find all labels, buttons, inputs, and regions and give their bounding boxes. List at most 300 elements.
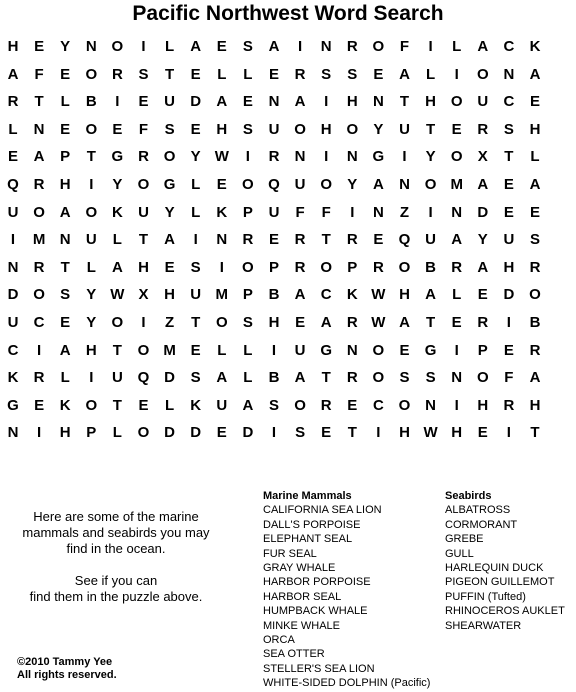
- grid-letter: H: [346, 93, 358, 111]
- grid-letter: P: [60, 148, 71, 166]
- grid-letter: E: [529, 203, 540, 221]
- grid-letter: H: [529, 120, 541, 138]
- grid-letter: L: [191, 203, 201, 221]
- grid-letter: S: [268, 396, 279, 414]
- grid-letter: C: [7, 341, 19, 359]
- grid-letter: O: [33, 203, 45, 221]
- grid-letter: C: [503, 38, 515, 55]
- seabird-word: CORMORANT: [445, 518, 518, 531]
- grid-letter: A: [190, 38, 202, 55]
- grid-letter: Y: [425, 148, 436, 166]
- grid-letter: E: [34, 396, 45, 414]
- grid-letter: L: [530, 148, 540, 166]
- grid-letter: P: [242, 203, 253, 221]
- mammal-word: STELLER'S SEA LION: [263, 662, 375, 675]
- grid-letter: A: [111, 258, 123, 276]
- grid-letter: E: [477, 286, 488, 304]
- grid-letter: F: [138, 120, 149, 138]
- grid-letter: I: [89, 369, 94, 387]
- mammal-word: ELEPHANT SEAL: [263, 533, 353, 546]
- grid-letter: R: [242, 231, 254, 249]
- grid-letter: U: [138, 203, 149, 221]
- grid-letter: N: [451, 369, 463, 387]
- grid-letter: L: [452, 286, 462, 304]
- grid-letter: H: [138, 258, 149, 276]
- grid-letter: A: [164, 231, 176, 249]
- grid-letter: R: [477, 314, 489, 331]
- grid-letter: E: [190, 341, 201, 359]
- grid-letter: E: [268, 65, 279, 83]
- grid-letter: A: [294, 93, 306, 111]
- grid-letter: E: [34, 38, 45, 55]
- grid-letter: X: [477, 148, 488, 166]
- grid-letter: I: [10, 231, 16, 249]
- grid-letter: N: [503, 65, 515, 83]
- marine-mammals-heading: Marine Mammals: [263, 490, 352, 502]
- grid-letter: P: [242, 286, 253, 304]
- grid-letter: K: [59, 396, 71, 414]
- grid-letter: L: [243, 65, 253, 83]
- mammal-word: MINKE WHALE: [263, 619, 341, 632]
- grid-letter: B: [85, 93, 97, 111]
- grid-letter: O: [398, 258, 411, 276]
- grid-letter: L: [112, 424, 122, 442]
- grid-letter: A: [7, 65, 19, 83]
- grid-letter: H: [320, 120, 332, 138]
- grid-letter: H: [7, 38, 19, 55]
- grid-letter: O: [85, 65, 98, 83]
- grid-letter: G: [111, 148, 124, 166]
- grid-letter: T: [112, 341, 122, 359]
- grid-letter: I: [376, 424, 381, 442]
- grid-letter: O: [85, 396, 98, 414]
- grid-letter: T: [347, 424, 357, 442]
- instructions-line: find in the ocean.: [66, 541, 166, 556]
- grid-letter: T: [321, 231, 331, 249]
- grid-letter: R: [372, 258, 384, 276]
- grid-letter: M: [450, 176, 463, 193]
- grid-letter: I: [454, 396, 459, 414]
- grid-letter: A: [425, 286, 437, 304]
- grid-letter: R: [33, 369, 45, 387]
- grid-letter: Y: [112, 176, 123, 193]
- grid-letter: E: [451, 314, 462, 331]
- grid-letter: R: [346, 314, 358, 331]
- grid-letter: L: [217, 65, 227, 83]
- marine-mammals-list: [263, 489, 430, 691]
- grid-letter: Y: [60, 38, 71, 55]
- mammal-word: HUMPBACK WHALE: [263, 605, 368, 618]
- grid-letter: F: [321, 203, 331, 221]
- grid-letter: F: [34, 65, 44, 83]
- grid-letter: R: [33, 258, 45, 276]
- grid-letter: R: [111, 65, 123, 83]
- grid-letter: H: [85, 341, 97, 359]
- grid-letter: Q: [268, 176, 280, 193]
- grid-letter: Z: [399, 203, 410, 221]
- grid-letter: E: [503, 341, 514, 359]
- grid-letter: A: [59, 203, 71, 221]
- grid-letter: B: [268, 369, 280, 387]
- grid-letter: G: [424, 341, 437, 359]
- grid-letter: R: [33, 176, 45, 193]
- grid-letter: K: [346, 286, 358, 304]
- mammal-word: SEA OTTER: [263, 648, 325, 661]
- grid-letter: A: [59, 341, 71, 359]
- grid-letter: T: [530, 424, 540, 442]
- grid-letter: L: [243, 369, 253, 387]
- grid-letter: H: [59, 176, 71, 193]
- grid-letter: R: [529, 341, 541, 359]
- grid-letter: A: [399, 65, 410, 83]
- grid-letter: A: [477, 38, 489, 55]
- grid-letter: R: [346, 369, 358, 387]
- instructions-line: find them in the puzzle above.: [29, 589, 203, 604]
- grid-letter: I: [141, 38, 146, 55]
- grid-letter: I: [271, 341, 277, 359]
- grid-letter: M: [32, 231, 46, 249]
- grid-letter: N: [7, 424, 19, 442]
- grid-letter: E: [60, 314, 71, 331]
- grid-letter: A: [216, 93, 228, 111]
- grid-letter: L: [426, 65, 436, 83]
- grid-letter: O: [294, 396, 306, 414]
- grid-letter: I: [428, 38, 433, 55]
- grid-letter: W: [371, 314, 386, 331]
- grid-letter: H: [451, 424, 463, 442]
- grid-letter: R: [346, 231, 358, 249]
- grid-letter: N: [59, 231, 71, 249]
- grid-letter: O: [320, 176, 333, 193]
- grid-letter: U: [164, 93, 176, 111]
- grid-letter: Y: [347, 176, 358, 193]
- grid-letter: P: [477, 341, 488, 359]
- grid-letter: U: [111, 369, 123, 387]
- grid-letter: N: [425, 396, 437, 414]
- grid-letter: A: [529, 65, 541, 83]
- grid-letter: U: [399, 120, 410, 138]
- grid-letter: R: [7, 93, 19, 111]
- grid-letter: E: [373, 231, 384, 249]
- grid-letter: T: [399, 93, 410, 111]
- grid-letter: O: [346, 120, 359, 138]
- grid-letter: H: [216, 120, 228, 138]
- grid-letter: R: [294, 65, 306, 83]
- grid-letter: L: [112, 231, 122, 249]
- grid-letter: Y: [373, 120, 384, 138]
- grid-letter: D: [477, 203, 489, 221]
- mammal-word: FUR SEAL: [263, 547, 317, 560]
- grid-letter: B: [425, 258, 437, 276]
- grid-letter: C: [33, 314, 45, 331]
- grid-letter: P: [268, 258, 279, 276]
- grid-letter: I: [402, 148, 407, 166]
- grid-letter: E: [216, 424, 227, 442]
- grid-letter: P: [347, 258, 358, 276]
- grid-letter: M: [163, 341, 176, 359]
- grid-letter: R: [294, 258, 306, 276]
- grid-letter: K: [111, 203, 123, 221]
- grid-letter: O: [85, 203, 98, 221]
- grid-letter: S: [347, 65, 358, 83]
- grid-letter: T: [504, 148, 514, 166]
- grid-letter: I: [219, 258, 224, 276]
- grid-letter: E: [503, 176, 514, 193]
- grid-letter: T: [165, 65, 175, 83]
- instructions-line: See if you can: [74, 573, 158, 588]
- grid-letter: L: [8, 120, 18, 138]
- grid-letter: E: [164, 258, 175, 276]
- grid-letter: D: [190, 424, 202, 442]
- grid-letter: E: [451, 120, 462, 138]
- grid-letter: U: [190, 286, 202, 304]
- grid-letter: H: [399, 286, 410, 304]
- grid-letter: U: [7, 203, 19, 221]
- grid-letter: A: [451, 231, 463, 249]
- grid-letter: W: [214, 148, 229, 166]
- grid-letter: H: [59, 424, 71, 442]
- grid-letter: R: [138, 148, 149, 166]
- grid-letter: O: [529, 286, 541, 304]
- grid-letter: O: [137, 424, 150, 442]
- mammal-word: GRAY WHALE: [263, 562, 336, 575]
- grid-letter: T: [426, 120, 436, 138]
- grid-letter: P: [86, 424, 97, 442]
- grid-letter: T: [86, 148, 96, 166]
- grid-letter: N: [7, 258, 19, 276]
- grid-letter: Y: [164, 203, 175, 221]
- grid-letter: I: [115, 93, 120, 111]
- grid-letter: D: [164, 369, 176, 387]
- grid-letter: H: [529, 396, 541, 414]
- grid-letter: U: [7, 314, 19, 331]
- grid-letter: E: [477, 424, 488, 442]
- mammal-word: DALL'S PORPOISE: [263, 518, 361, 531]
- seabird-word: GULL: [445, 547, 474, 560]
- grid-letter: N: [85, 38, 97, 55]
- grid-letter: U: [425, 231, 437, 249]
- instructions-line: mammals and seabirds you may: [22, 525, 210, 540]
- grid-letter: Y: [190, 148, 201, 166]
- grid-letter: D: [7, 286, 19, 304]
- grid-letter: S: [399, 369, 410, 387]
- grid-letter: O: [372, 38, 385, 55]
- grid-letter: E: [242, 93, 253, 111]
- grid-letter: N: [33, 120, 45, 138]
- grid-letter: G: [163, 176, 176, 193]
- grid-letter: I: [271, 424, 277, 442]
- grid-letter: A: [294, 369, 306, 387]
- grid-letter: I: [298, 38, 303, 55]
- grid-letter: N: [372, 203, 384, 221]
- grid-letter: I: [454, 65, 459, 83]
- grid-letter: O: [424, 176, 437, 193]
- grid-letter: S: [242, 120, 253, 138]
- grid-letter: N: [268, 93, 280, 111]
- grid-letter: S: [295, 424, 306, 442]
- seabirds-list: [445, 489, 565, 633]
- grid-letter: U: [294, 176, 306, 193]
- grid-letter: I: [454, 341, 459, 359]
- grid-letter: L: [165, 38, 175, 55]
- grid-letter: S: [242, 314, 253, 331]
- seabird-word: HARLEQUIN DUCK: [445, 562, 544, 575]
- grid-letter: T: [112, 396, 122, 414]
- grid-letter: E: [529, 93, 540, 111]
- seabird-word: ALBATROSS: [445, 504, 511, 517]
- grid-letter: N: [320, 38, 332, 55]
- grid-letter: U: [268, 120, 280, 138]
- grid-letter: E: [268, 231, 279, 249]
- instructions: [0, 509, 232, 605]
- grid-letter: A: [399, 314, 410, 331]
- mammal-word: HARBOR SEAL: [263, 590, 342, 603]
- grid-letter: L: [452, 38, 462, 55]
- grid-letter: S: [242, 38, 253, 55]
- grid-letter: E: [190, 120, 201, 138]
- grid-letter: O: [372, 369, 385, 387]
- seabird-word: PIGEON GUILLEMOT: [445, 576, 555, 589]
- grid-letter: N: [372, 93, 384, 111]
- grid-letter: F: [399, 38, 410, 55]
- grid-letter: E: [112, 120, 123, 138]
- grid-letter: N: [294, 148, 306, 166]
- grid-letter: S: [321, 65, 332, 83]
- grid-letter: N: [399, 176, 410, 193]
- grid-letter: S: [138, 65, 149, 83]
- grid-letter: U: [477, 93, 489, 111]
- grid-letter: H: [425, 93, 437, 111]
- grid-letter: S: [60, 286, 71, 304]
- grid-letter: O: [294, 120, 306, 138]
- grid-letter: C: [372, 396, 384, 414]
- grid-letter: N: [346, 341, 358, 359]
- grid-letter: O: [111, 314, 124, 331]
- grid-letter: S: [503, 120, 514, 138]
- grid-letter: O: [163, 148, 176, 166]
- grid-letter: E: [295, 314, 306, 331]
- grid-letter: N: [346, 148, 358, 166]
- copyright-notice: [17, 656, 117, 682]
- grid-letter: Q: [137, 369, 150, 387]
- grid-letter: E: [373, 65, 384, 83]
- grid-letter: A: [320, 314, 332, 331]
- grid-letter: M: [215, 286, 229, 304]
- grid-letter: I: [37, 424, 42, 442]
- grid-letter: T: [426, 314, 436, 331]
- mammal-word: ORCA: [263, 634, 295, 647]
- grid-letter: A: [529, 369, 541, 387]
- grid-letter: G: [320, 341, 333, 359]
- grid-letter: A: [477, 176, 489, 193]
- seabird-word: GREBE: [445, 533, 484, 546]
- grid-letter: D: [164, 424, 176, 442]
- grid-letter: T: [34, 93, 44, 111]
- instructions-line: Here are some of the marine: [33, 509, 199, 524]
- grid-letter: N: [216, 231, 228, 249]
- grid-letter: Z: [165, 314, 175, 331]
- grid-letter: F: [295, 203, 305, 221]
- grid-letter: I: [141, 314, 146, 331]
- grid-letter: D: [190, 93, 202, 111]
- grid-letter: D: [503, 286, 515, 304]
- grid-letter: U: [294, 341, 306, 359]
- mammal-word: CALIFORNIA SEA LION: [263, 504, 382, 517]
- grid-letter: O: [320, 258, 333, 276]
- grid-letter: L: [86, 258, 96, 276]
- grid-letter: O: [450, 148, 463, 166]
- rights-line: All rights reserved.: [17, 669, 117, 681]
- grid-letter: O: [242, 176, 254, 193]
- grid-letter: E: [190, 65, 201, 83]
- grid-letter: A: [294, 286, 306, 304]
- grid-letter: I: [89, 176, 94, 193]
- grid-letter: B: [529, 314, 541, 331]
- grid-letter: A: [529, 176, 541, 193]
- grid-letter: R: [320, 396, 332, 414]
- seabird-word: SHEARWATER: [445, 619, 522, 632]
- grid-letter: H: [399, 424, 410, 442]
- grid-letter: E: [138, 93, 149, 111]
- grid-letter: T: [138, 231, 149, 249]
- grid-letter: E: [399, 341, 410, 359]
- grid-letter: E: [7, 148, 18, 166]
- grid-letter: T: [60, 258, 70, 276]
- grid-letter: Y: [86, 314, 97, 331]
- grid-letter: O: [111, 38, 124, 55]
- grid-letter: A: [268, 38, 280, 55]
- grid-letter: I: [245, 148, 250, 166]
- grid-letter: G: [372, 148, 385, 166]
- grid-letter: R: [451, 258, 463, 276]
- grid-letter: X: [138, 286, 149, 304]
- grid-letter: T: [321, 369, 331, 387]
- grid-letter: W: [110, 286, 125, 304]
- grid-letter: E: [60, 120, 71, 138]
- grid-letter: E: [60, 65, 71, 83]
- grid-letter: U: [216, 396, 228, 414]
- grid-letter: O: [85, 120, 98, 138]
- grid-letter: S: [190, 369, 201, 387]
- grid-letter: I: [324, 93, 329, 111]
- grid-letter: A: [216, 369, 228, 387]
- grid-letter: O: [33, 286, 45, 304]
- grid-letter: O: [372, 341, 385, 359]
- grid-letter: Y: [86, 286, 97, 304]
- grid-letter: A: [372, 176, 384, 193]
- grid-letter: B: [268, 286, 280, 304]
- grid-letter: K: [216, 203, 228, 221]
- mammal-word: WHITE-SIDED DOLPHIN (Pacific): [263, 677, 431, 690]
- grid-letter: W: [423, 424, 438, 442]
- grid-letter: K: [529, 38, 541, 55]
- grid-letter: E: [321, 424, 332, 442]
- grid-letter: A: [242, 396, 254, 414]
- grid-letter: R: [268, 148, 280, 166]
- grid-letter: I: [428, 203, 433, 221]
- seabirds-heading: Seabirds: [445, 490, 492, 502]
- grid-letter: L: [243, 341, 253, 359]
- grid-letter: O: [398, 396, 411, 414]
- seabird-word: RHINOCEROS AUKLET: [445, 605, 565, 618]
- grid-letter: U: [85, 231, 97, 249]
- grid-letter: I: [506, 424, 511, 442]
- grid-letter: W: [371, 286, 386, 304]
- grid-letter: L: [191, 176, 201, 193]
- grid-letter: S: [529, 231, 540, 249]
- grid-letter: D: [242, 424, 254, 442]
- grid-letter: S: [425, 369, 436, 387]
